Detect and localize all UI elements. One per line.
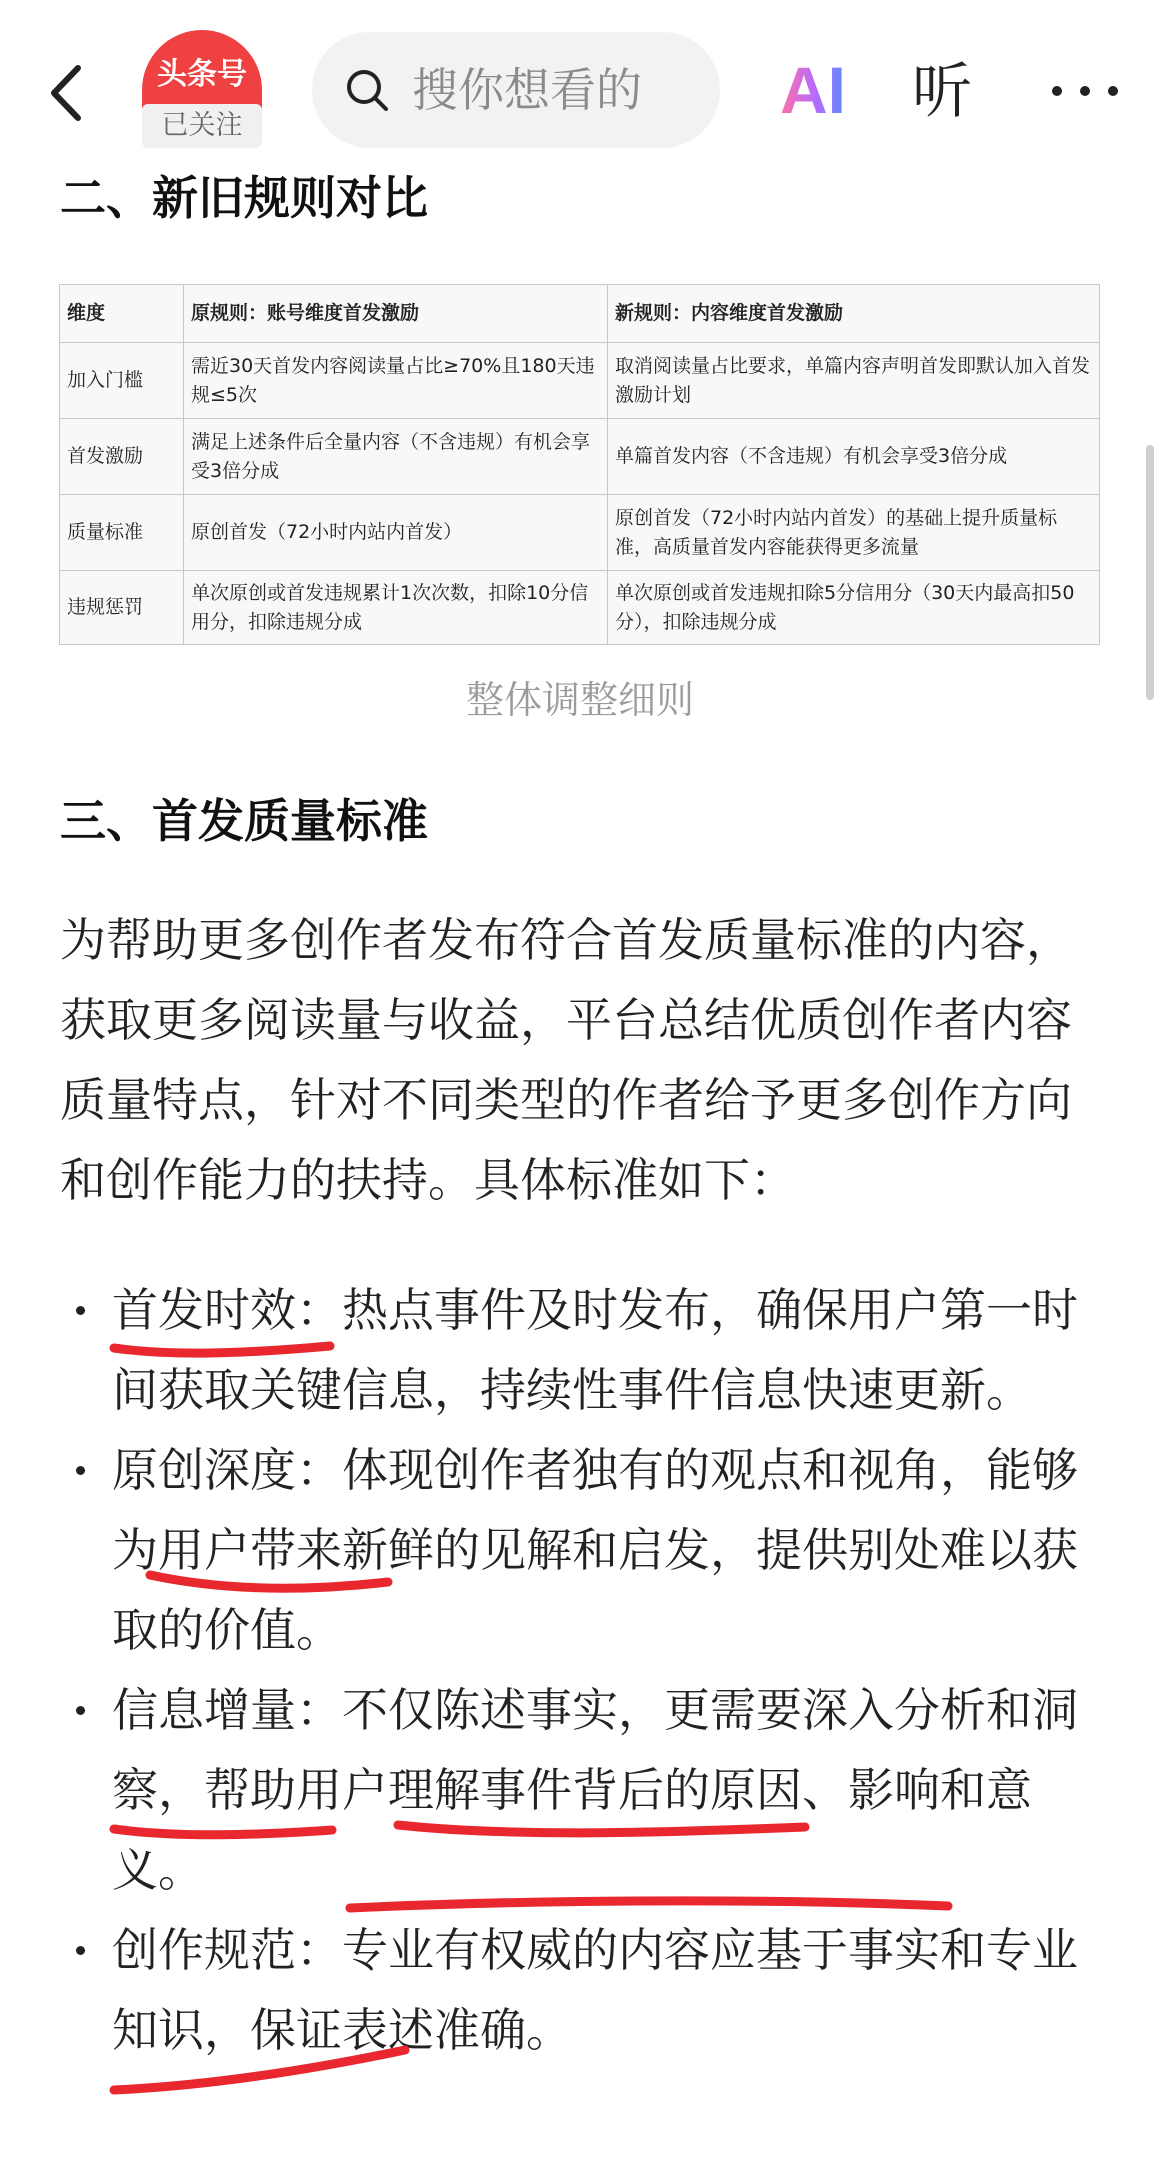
list-item-term: 创作规范： <box>112 1923 342 1977</box>
author-avatar[interactable] <box>140 30 265 150</box>
table-cell: 原创首发（72小时内站内首发） <box>184 495 608 571</box>
list-item <box>0 1430 1100 1670</box>
list-item-text: 热点事件及时发布，确保用户第一时间获取关键信息，持续性事件信息快速更新。 <box>112 1283 1078 1417</box>
list-item-text: 专业有权威的内容应基于事实和专业知识，保证表述准确。 <box>112 1923 1078 2057</box>
table-cell: 单次原创或首发违规扣除5分信用分（30天内最高扣50分），扣除违规分成 <box>608 571 1100 645</box>
section-heading: 二、新旧规则对比 <box>60 171 428 225</box>
table-header-cell: 原规则：账号维度首发激励 <box>184 285 608 343</box>
table-cell: 满足上述条件后全量内容（不含违规）有机会享受3倍分成 <box>184 419 608 495</box>
table-header-cell: 维度 <box>60 285 184 343</box>
table-cell: 加入门槛 <box>60 343 184 419</box>
list-item-text: 体现创作者独有的观点和视角，能够为用户带来新鲜的见解和启发，提供别处难以获取的价值。 <box>112 1443 1078 1657</box>
follow-status-badge[interactable]: 已关注 <box>142 104 262 148</box>
list-item-term: 首发时效： <box>112 1283 342 1337</box>
comparison-table <box>59 284 1100 645</box>
standards-list <box>0 1270 1100 2070</box>
scrollbar[interactable] <box>1146 445 1154 700</box>
chevron-left-icon <box>40 58 100 128</box>
table-header-cell: 新规则：内容维度首发激励 <box>608 285 1100 343</box>
table-cell: 首发激励 <box>60 419 184 495</box>
section-heading: 三、首发质量标准 <box>60 794 428 848</box>
comparison-table-image <box>59 284 1099 644</box>
avatar-logo: 头条号 <box>142 30 262 130</box>
table-cell: 需近30天首发内容阅读量占比≥70%且180天违规≤5次 <box>184 343 608 419</box>
list-item <box>0 1910 1100 2070</box>
listen-button[interactable]: 听 <box>912 57 972 127</box>
search-icon <box>344 67 390 113</box>
table-cell: 质量标准 <box>60 495 184 571</box>
more-dot <box>1108 86 1118 96</box>
list-item-term: 原创深度： <box>112 1443 342 1497</box>
table-cell: 单篇首发内容（不含违规）有机会享受3倍分成 <box>608 419 1100 495</box>
image-caption: 整体调整细则 <box>465 678 694 722</box>
more-button[interactable] <box>1040 60 1130 120</box>
table-row <box>60 343 1100 419</box>
table-row <box>60 571 1100 645</box>
search-input[interactable] <box>312 32 720 148</box>
table-cell: 单次原创或首发违规累计1次次数，扣除10分信用分，扣除违规分成 <box>184 571 608 645</box>
back-button[interactable] <box>40 58 100 128</box>
table-cell: 原创首发（72小时内站内首发）的基础上提升质量标准，高质量首发内容能获得更多流量 <box>608 495 1100 571</box>
table-cell: 违规惩罚 <box>60 571 184 645</box>
table-row <box>60 495 1100 571</box>
list-item-text: 不仅陈述事实，更需要深入分析和洞察，帮助用户理解事件背后的原因、影响和意义。 <box>112 1683 1078 1897</box>
table-header-row <box>60 285 1100 343</box>
more-dots-icon <box>1052 86 1062 96</box>
intro-paragraph: 为帮助更多创作者发布符合首发质量标准的内容，获取更多阅读量与收益，平台总结优质创作者内容质量特点，针对不同类型的作者给予更多创作方向和创作能力的扶持。具体标准如下： <box>60 913 1072 1207</box>
list-item <box>0 1670 1100 1910</box>
more-dot <box>1080 86 1090 96</box>
top-navigation-bar <box>0 0 1170 178</box>
table-cell: 取消阅读量占比要求，单篇内容声明首发即默认加入首发激励计划 <box>608 343 1100 419</box>
search-placeholder: 搜你想看的 <box>412 63 642 117</box>
table-row <box>60 419 1100 495</box>
ai-assistant-button[interactable]: AI <box>780 50 846 130</box>
list-item-term: 信息增量： <box>112 1683 342 1737</box>
list-item <box>0 1270 1100 1430</box>
